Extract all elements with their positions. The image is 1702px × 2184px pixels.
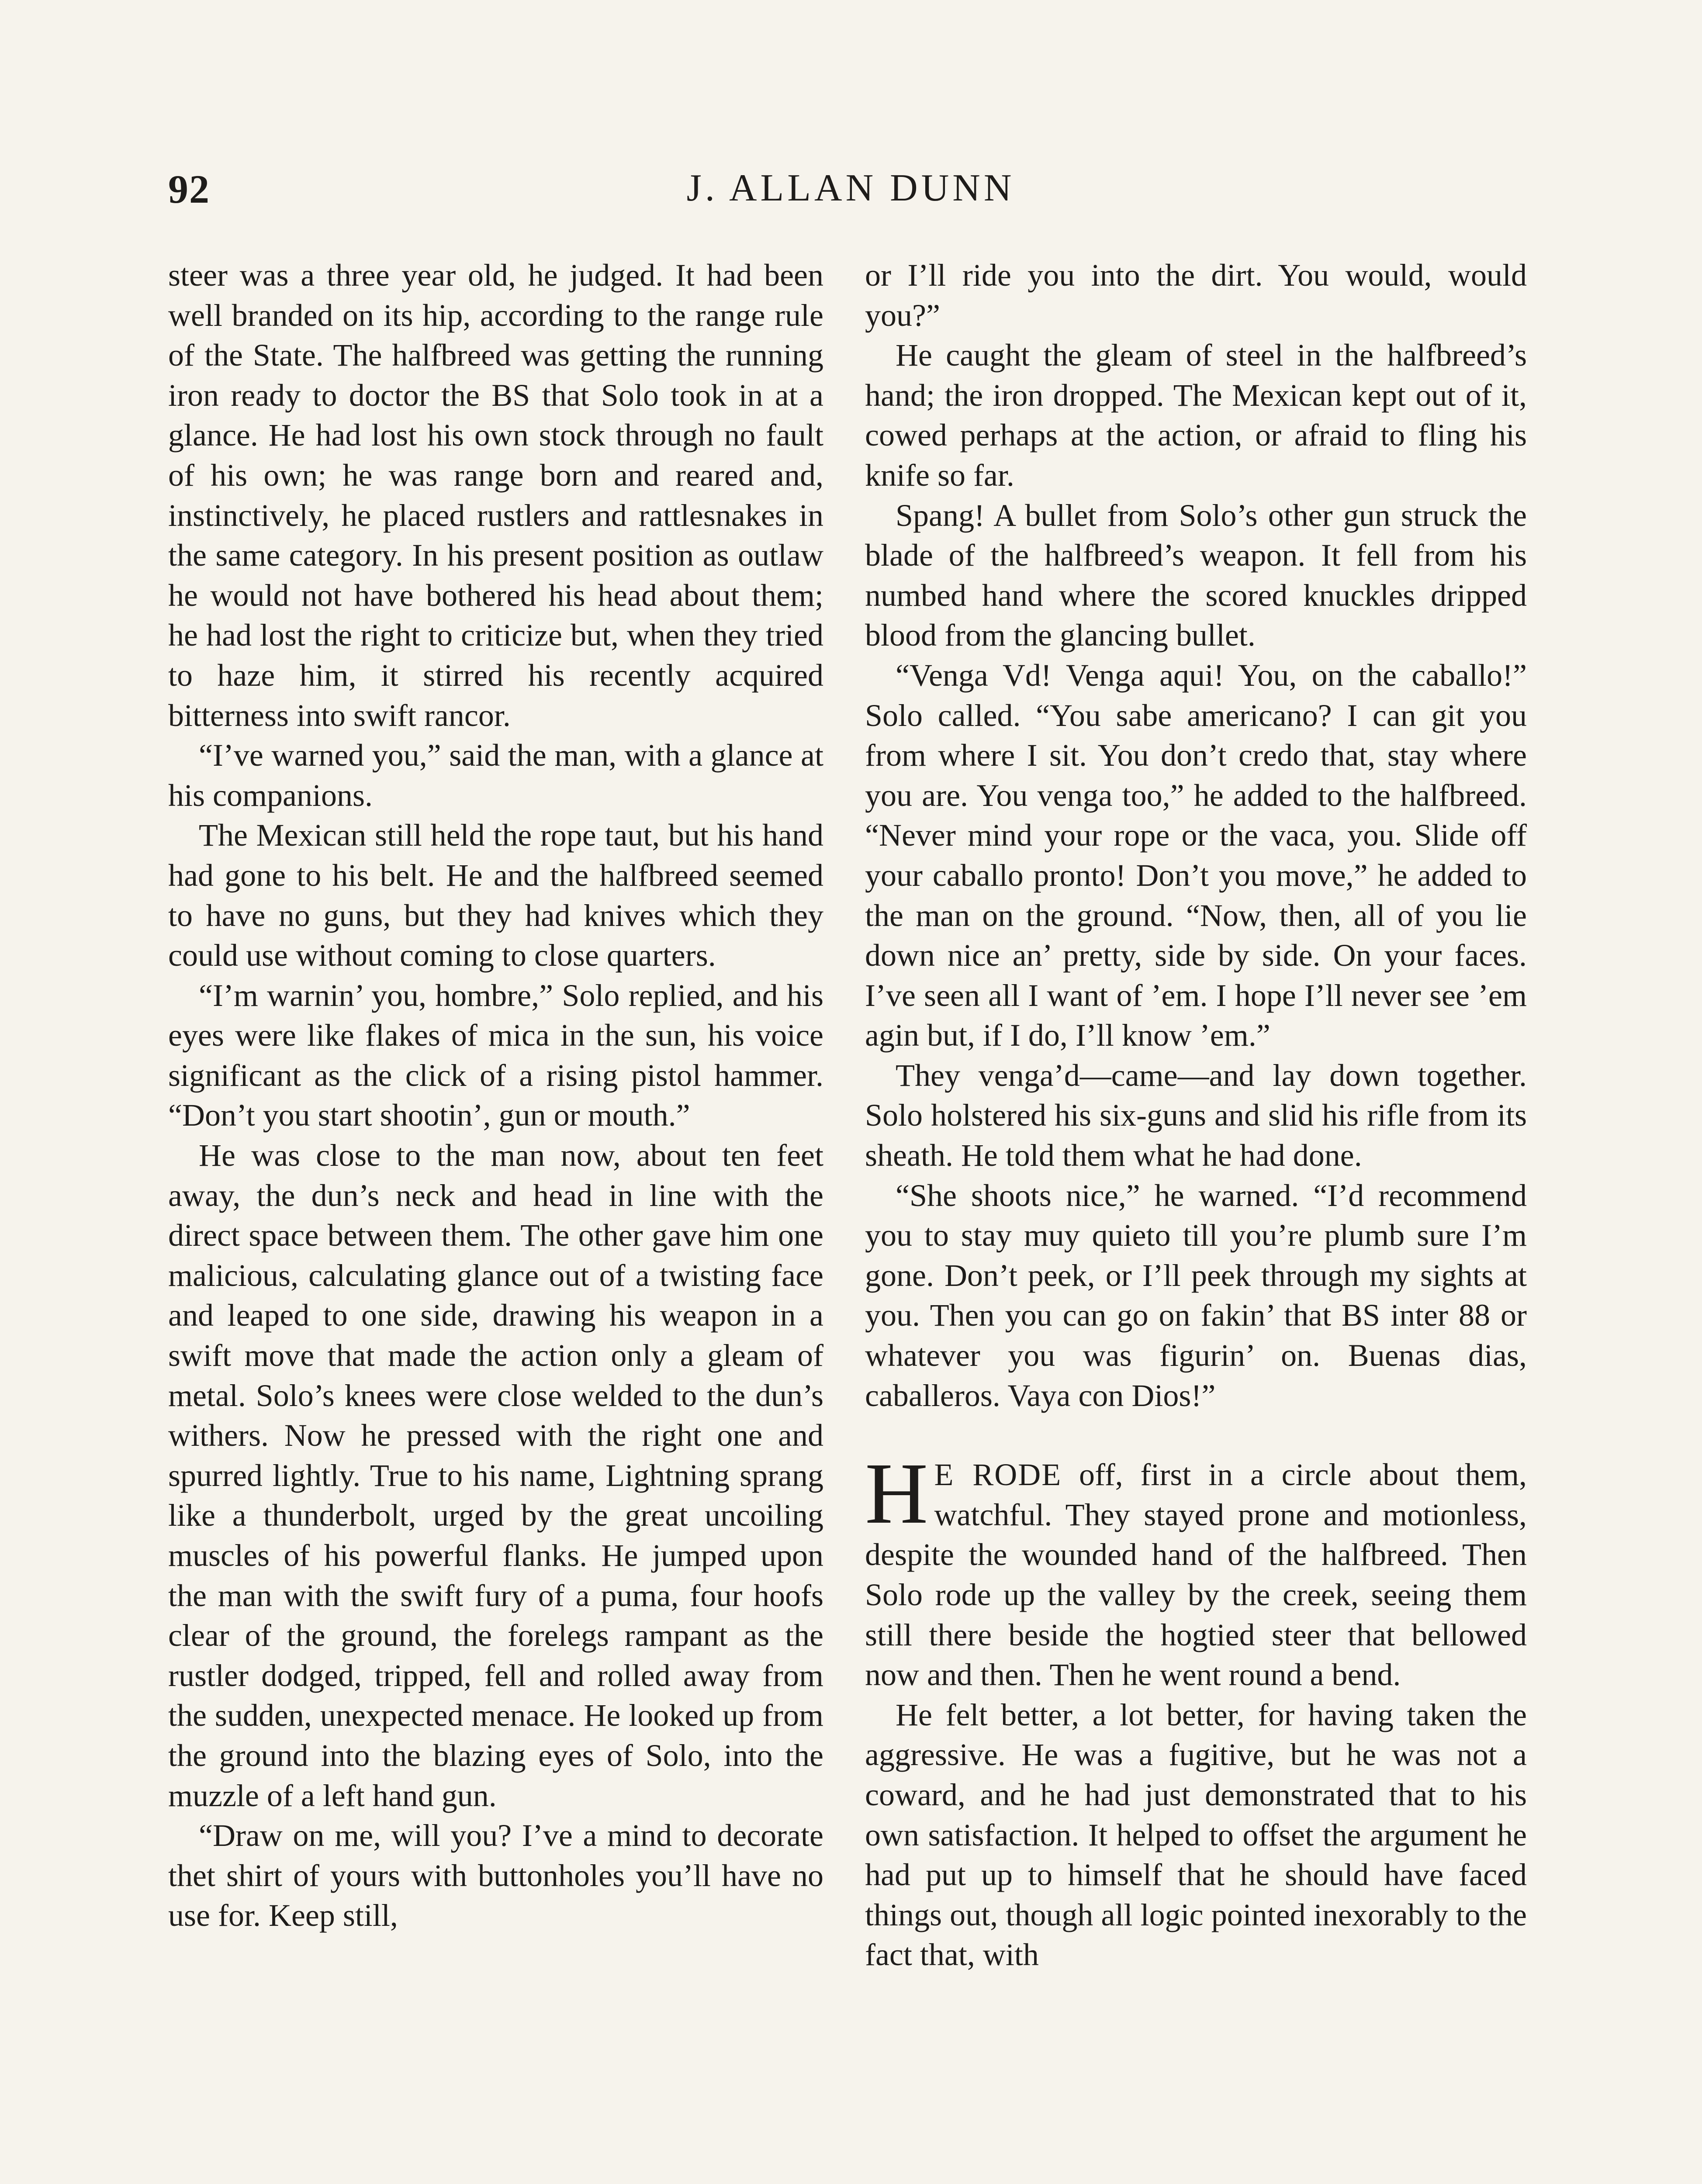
running-head: J. ALLAN DUNN — [686, 167, 1015, 209]
paragraph: or I’ll ride you into the dirt. You would, would you?” — [865, 258, 1527, 333]
paragraph: “I’ve warned you,” said the man, with a glance at his companions. — [168, 738, 823, 813]
page-header — [168, 166, 1533, 223]
section-opening-text: off, first in a circle about them, watchful. They stayed prone and motionless, despite the wounded hand of the halfbreed. Then Solo rode up the valley by the creek, seeing them still there beside the hogtied steer that bellowed now and then. Then he went round a bend. — [865, 1457, 1527, 1693]
left-column — [168, 256, 823, 1936]
paragraph: “Draw on me, will you? I’ve a mind to decorate thet shirt of yours with buttonholes you’ll have no use for. Keep still, — [168, 1818, 823, 1933]
paragraph: He was close to the man now, about ten feet away, the dun’s neck and head in line with the direct space between them. The other gave him one malicious, calculating glance out of a twisting face and leaped to one side, drawing his weapon in a swift move that made the action only a gleam of metal. Solo’s knees were close welded to the dun’s withers. Now he pressed with the right one and spurred lightly. True to his name, Lightning sprang like a thunderbolt, urged by the great uncoiling muscles of his powerful flanks. He jumped upon the man with the swift fury of a puma, four hoofs clear of the ground, the forelegs rampant as the rustler dodged, tripped, fell and rolled away from the sudden, unexpected menace. He looked up from the ground into the blazing eyes of Solo, into the muzzle of a left hand gun. — [168, 1138, 823, 1813]
page-number: 92 — [168, 167, 210, 211]
paragraph: The Mexican still held the rope taut, but his hand had gone to his belt. He and the halfbreed seemed to have no guns, but they had knives which they could use without coming to close quarters. — [168, 818, 823, 973]
lead-in-caps: E RODE — [934, 1457, 1062, 1493]
paragraph: “She shoots nice,” he warned. “I’d recommend you to stay muy quieto till you’re plumb sure I’m gone. Don’t peek, or I’ll peek through my sights at you. Then you can go on fakin’ that BS inter 88 or whatever you was figurin’ on. Buenas dias, caballeros. Vaya con Dios!” — [865, 1178, 1527, 1413]
drop-cap: H — [865, 1445, 928, 1542]
paragraph: He felt better, a lot better, for having taken the aggressive. He was a fugitive, but he was not a coward, and he had just demonstrated that to his own satisfaction. It helped to offset the argument he had put up to himself that he should have faced things out, though all logic pointed inexorably to the fact that, with — [865, 1697, 1527, 1973]
paragraph: They venga’d—came—and lay down together. Solo holstered his six-guns and slid his rifle from its sheath. He told them what he had done. — [865, 1057, 1527, 1173]
right-column — [865, 256, 1527, 1975]
paragraph: He caught the gleam of steel in the halfbreed’s hand; the iron dropped. The Mexican kept out of it, cowed perhaps at the action, or afraid to fling his knife so far. — [865, 338, 1527, 493]
paragraph: “I’m warnin’ you, hombre,” Solo replied, and his eyes were like flakes of mica in the sun, his voice significant as the click of a rising pistol hammer. “Don’t you start shootin’, gun or mouth.” — [168, 978, 823, 1133]
paragraph: “Venga Vd! Venga aqui! You, on the caballo!” Solo called. “You sabe americano? I can git you from where I sit. You don’t credo that, stay where you are. You venga too,” he added to the halfbreed. “Never mind your rope or the vaca, you. Slide off your caballo pronto! Don’t you move,” he added to the man on the ground. “Now, then, all of you lie down nice an’ pretty, side by side. On your faces. I’ve seen all I want of ’em. I hope I’ll never see ’em agin but, if I do, I’ll know ’em.” — [865, 657, 1527, 1053]
paragraph: Spang! A bullet from Solo’s other gun struck the blade of the halfbreed’s weapon. It fell from his numbed hand where the scored knuckles dripped blood from the glancing bullet. — [865, 498, 1527, 653]
section-opening-paragraph — [865, 1445, 1527, 1695]
paragraph: steer was a three year old, he judged. It had been well branded on its hip, according to the range rule of the State. The halfbreed was getting the running iron ready to doctor the BS that Solo took in at a glance. He had lost his own stock through no fault of his own; he was range born and reared and, instinctively, he placed rustlers and rattlesnakes in the same category. In his present position as outlaw he would not have bothered his head about them; he had lost the right to criticize but, when they tried to haze him, it stirred his recently acquired bitterness into swift rancor. — [168, 258, 823, 733]
